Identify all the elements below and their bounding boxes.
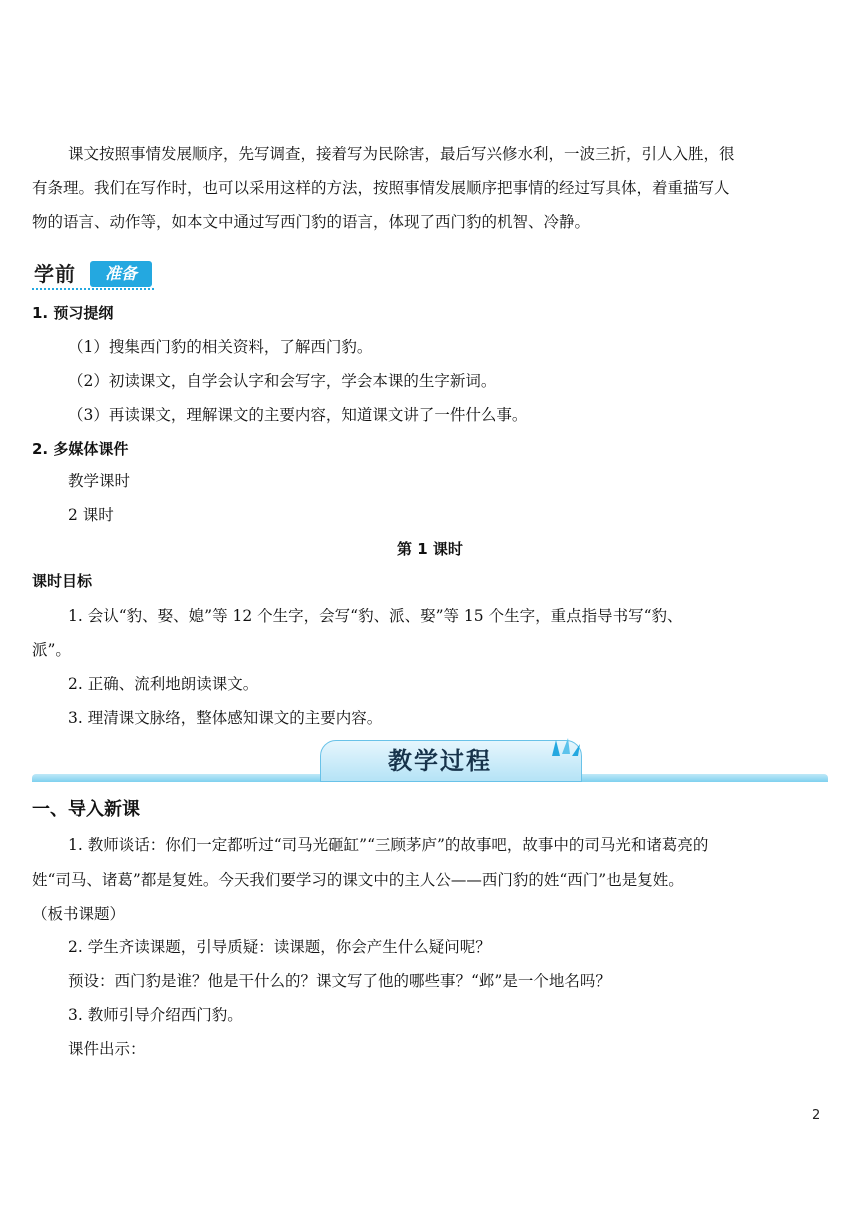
prep-item-2: （2）初读课文，自学会认字和会写字，学会本课的生字新词。 (68, 372, 497, 390)
goal-1-line-1: 1. 会认“豹、娶、媳”等 12 个生字，会写“豹、派、娶”等 15 个生字，重点指导书写“豹、 (68, 607, 683, 625)
goal-3: 3. 理清课文脉络，整体感知课文的主要内容。 (68, 709, 383, 727)
process-p4: 3. 教师引导介绍西门豹。 (68, 1006, 243, 1024)
process-p1-line-2: 姓“司马、诸葛”都是复姓。今天我们要学习的课文中的主人公——西门豹的姓“西门”也是复姓。 (32, 871, 684, 889)
process-p3: 预设：西门豹是谁？他是干什么的？课文写了他的哪些事？“邺”是一个地名吗？ (68, 972, 611, 990)
section-badge-prep (32, 258, 154, 290)
teaching-hours-value: 2 课时 (68, 506, 114, 524)
prep-heading-1: 1. 预习提纲 (32, 304, 114, 322)
badge-right-text: 准备 (90, 261, 152, 287)
prep-item-1: （1）搜集西门豹的相关资料，了解西门豹。 (68, 338, 373, 356)
sparkle-icon (546, 736, 586, 758)
process-p2: 2. 学生齐读课题，引导质疑：读课题，你会产生什么疑问呢？ (68, 938, 491, 956)
goal-2: 2. 正确、流利地朗读课文。 (68, 675, 259, 693)
intro-line-2: 有条理。我们在写作时，也可以采用这样的方法，按照事情发展顺序把事情的经过写具体，着重描写人 (32, 179, 730, 197)
process-p1-line-1: 1. 教师谈话：你们一定都听过“司马光砸缸”“三顾茅庐”的故事吧，故事中的司马光和诸葛亮的 (68, 836, 709, 854)
page-number: 2 (812, 1108, 821, 1123)
intro-line-1: 课文按照事情发展顺序，先写调查，接着写为民除害，最后写兴修水利，一波三折，引人入胜，很 (68, 145, 735, 163)
section-banner-process (32, 736, 828, 788)
process-p5: 课件出示： (68, 1040, 146, 1058)
prep-item-3: （3）再读课文，理解课文的主要内容，知道课文讲了一件什么事。 (68, 406, 528, 424)
badge-underline (32, 288, 154, 290)
banner-title: 教学过程 (388, 747, 492, 775)
teaching-hours-label: 教学课时 (68, 472, 131, 490)
badge-left-text: 学前 (32, 258, 94, 290)
lesson-title: 第 1 课时 (397, 540, 463, 558)
intro-line-3: 物的语言、动作等，如本文中通过写西门豹的语言，体现了西门豹的机智、冷静。 (32, 213, 591, 231)
goal-1-line-2: 派”。 (32, 641, 71, 659)
process-p1-line-3: （板书课题） (32, 905, 126, 923)
process-heading: 一、导入新课 (32, 799, 140, 820)
goals-heading: 课时目标 (32, 572, 93, 590)
prep-heading-2: 2. 多媒体课件 (32, 440, 129, 458)
